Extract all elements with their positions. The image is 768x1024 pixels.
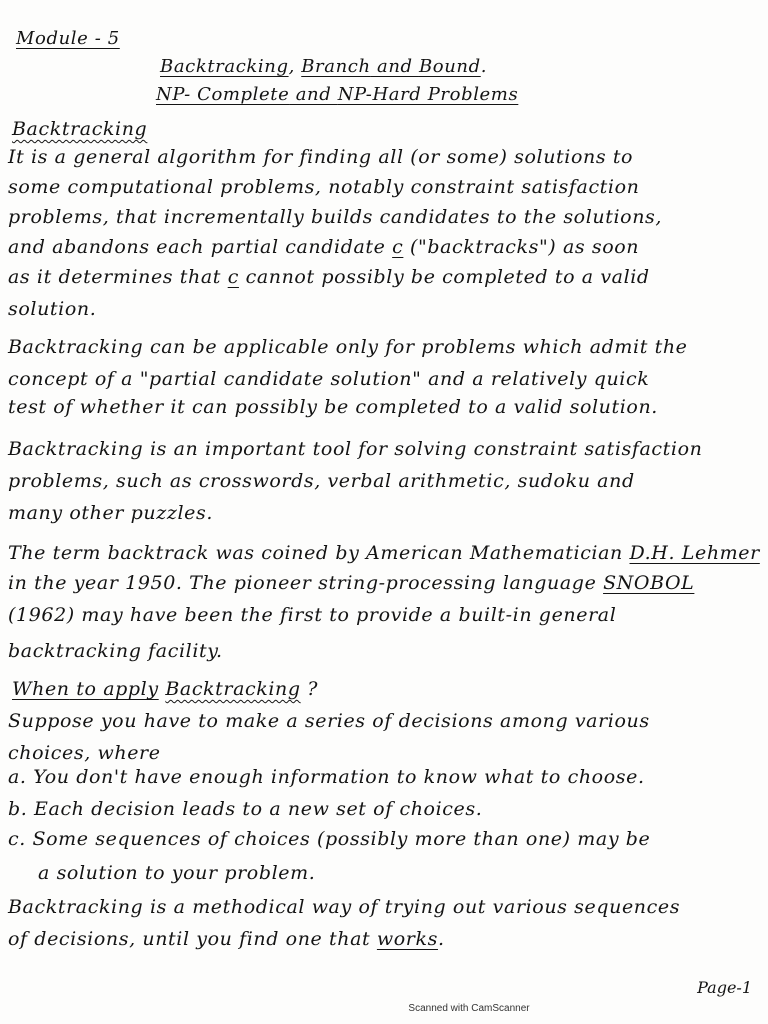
subheading-when-to-apply (12, 680, 318, 699)
title-np-hard: NP-Hard Problems (337, 84, 519, 105)
subheading-apply: apply (103, 678, 159, 700)
title-and-1: and (370, 56, 419, 77)
para1-line4 (8, 238, 639, 257)
para6-dot: . (437, 928, 445, 950)
section-heading-backtracking: Backtracking (12, 118, 148, 140)
para1-line2: some computational problems, notably constraint satisfaction (8, 176, 640, 198)
para1-line4-b: ("backtracks") as soon (403, 236, 640, 258)
para2-line3: test of whether it can possibly be completed to a valid solution. (8, 396, 658, 418)
para5-line2: choices, where (8, 742, 161, 764)
para1-line3: problems, that incrementally builds candidates to the solutions, (8, 206, 663, 228)
para1-line5-c: c (227, 266, 239, 288)
page-number: Page-1 (697, 978, 752, 997)
para6-line1: Backtracking is a methodical way of trying out various sequences (8, 896, 681, 918)
para3-line2: problems, such as crosswords, verbal arithmetic, sudoku and (8, 470, 635, 492)
para6-line2-a: of decisions, until you find one that (8, 928, 377, 950)
title-branch: Branch (301, 56, 371, 77)
para3-line1: Backtracking is an important tool for solving constraint satisfaction (8, 438, 703, 460)
subheading-q: ? (300, 678, 319, 700)
subheading-backtracking: Backtracking (165, 678, 301, 700)
para2-line1: Backtracking can be applicable only for problems which admit the (8, 336, 688, 358)
list-item-a: a. You don't have enough information to know what to choose. (8, 766, 645, 788)
title-dot: . (480, 56, 488, 77)
title-np-complete: NP- Complete (156, 84, 290, 105)
para1-line4-a: and abandons each partial candidate (8, 236, 393, 258)
para1-line5-b: cannot possibly be completed to a valid (238, 266, 650, 288)
para1-line1: It is a general algorithm for finding all (or some) solutions to (8, 146, 634, 168)
module-label: Module - 5 (16, 28, 120, 49)
para4-lehmer: D.H. Lehmer (629, 542, 760, 564)
para4-line2 (8, 574, 694, 593)
scanner-text: Scanned with CamScanner (408, 1003, 530, 1014)
title-backtracking: Backtracking (160, 56, 289, 77)
title-line-2 (156, 86, 518, 104)
list-item-b: b. Each decision leads to a new set of choices. (8, 798, 483, 820)
list-item-c: c. Some sequences of choices (possibly more than one) may be (8, 828, 651, 850)
para1-line4-c: c (392, 236, 404, 258)
para4-line3: (1962) may have been the first to provide a built-in general (8, 604, 617, 626)
title-bound: Bound (418, 56, 481, 77)
para4-line1-a: The term backtrack was coined by American Mathematician (8, 542, 630, 564)
para2-line2: concept of a "partial candidate solution" and a relatively quick (8, 368, 650, 390)
subheading-to: to (69, 678, 104, 700)
para4-snobol: SNOBOL (603, 572, 695, 594)
para3-line3: many other puzzles. (8, 502, 213, 524)
para4-line1 (8, 544, 760, 563)
para6-line2 (8, 930, 445, 949)
para1-line6: solution. (8, 298, 97, 320)
title-comma: , (288, 56, 302, 77)
subheading-when: When (12, 678, 70, 700)
para4-line4: backtracking facility. (8, 640, 223, 662)
scanner-watermark (0, 1003, 768, 1014)
para5-line1: Suppose you have to make a series of decisions among various (8, 710, 650, 732)
title-line-1 (160, 58, 487, 76)
list-item-c-cont: a solution to your problem. (38, 862, 316, 884)
para1-line5 (8, 268, 650, 287)
para6-works: works (376, 928, 438, 950)
para4-line2-a: in the year 1950. The pioneer string-processing language (8, 572, 604, 594)
title-and-2: and (289, 84, 338, 105)
para1-line5-a: as it determines that (8, 266, 228, 288)
